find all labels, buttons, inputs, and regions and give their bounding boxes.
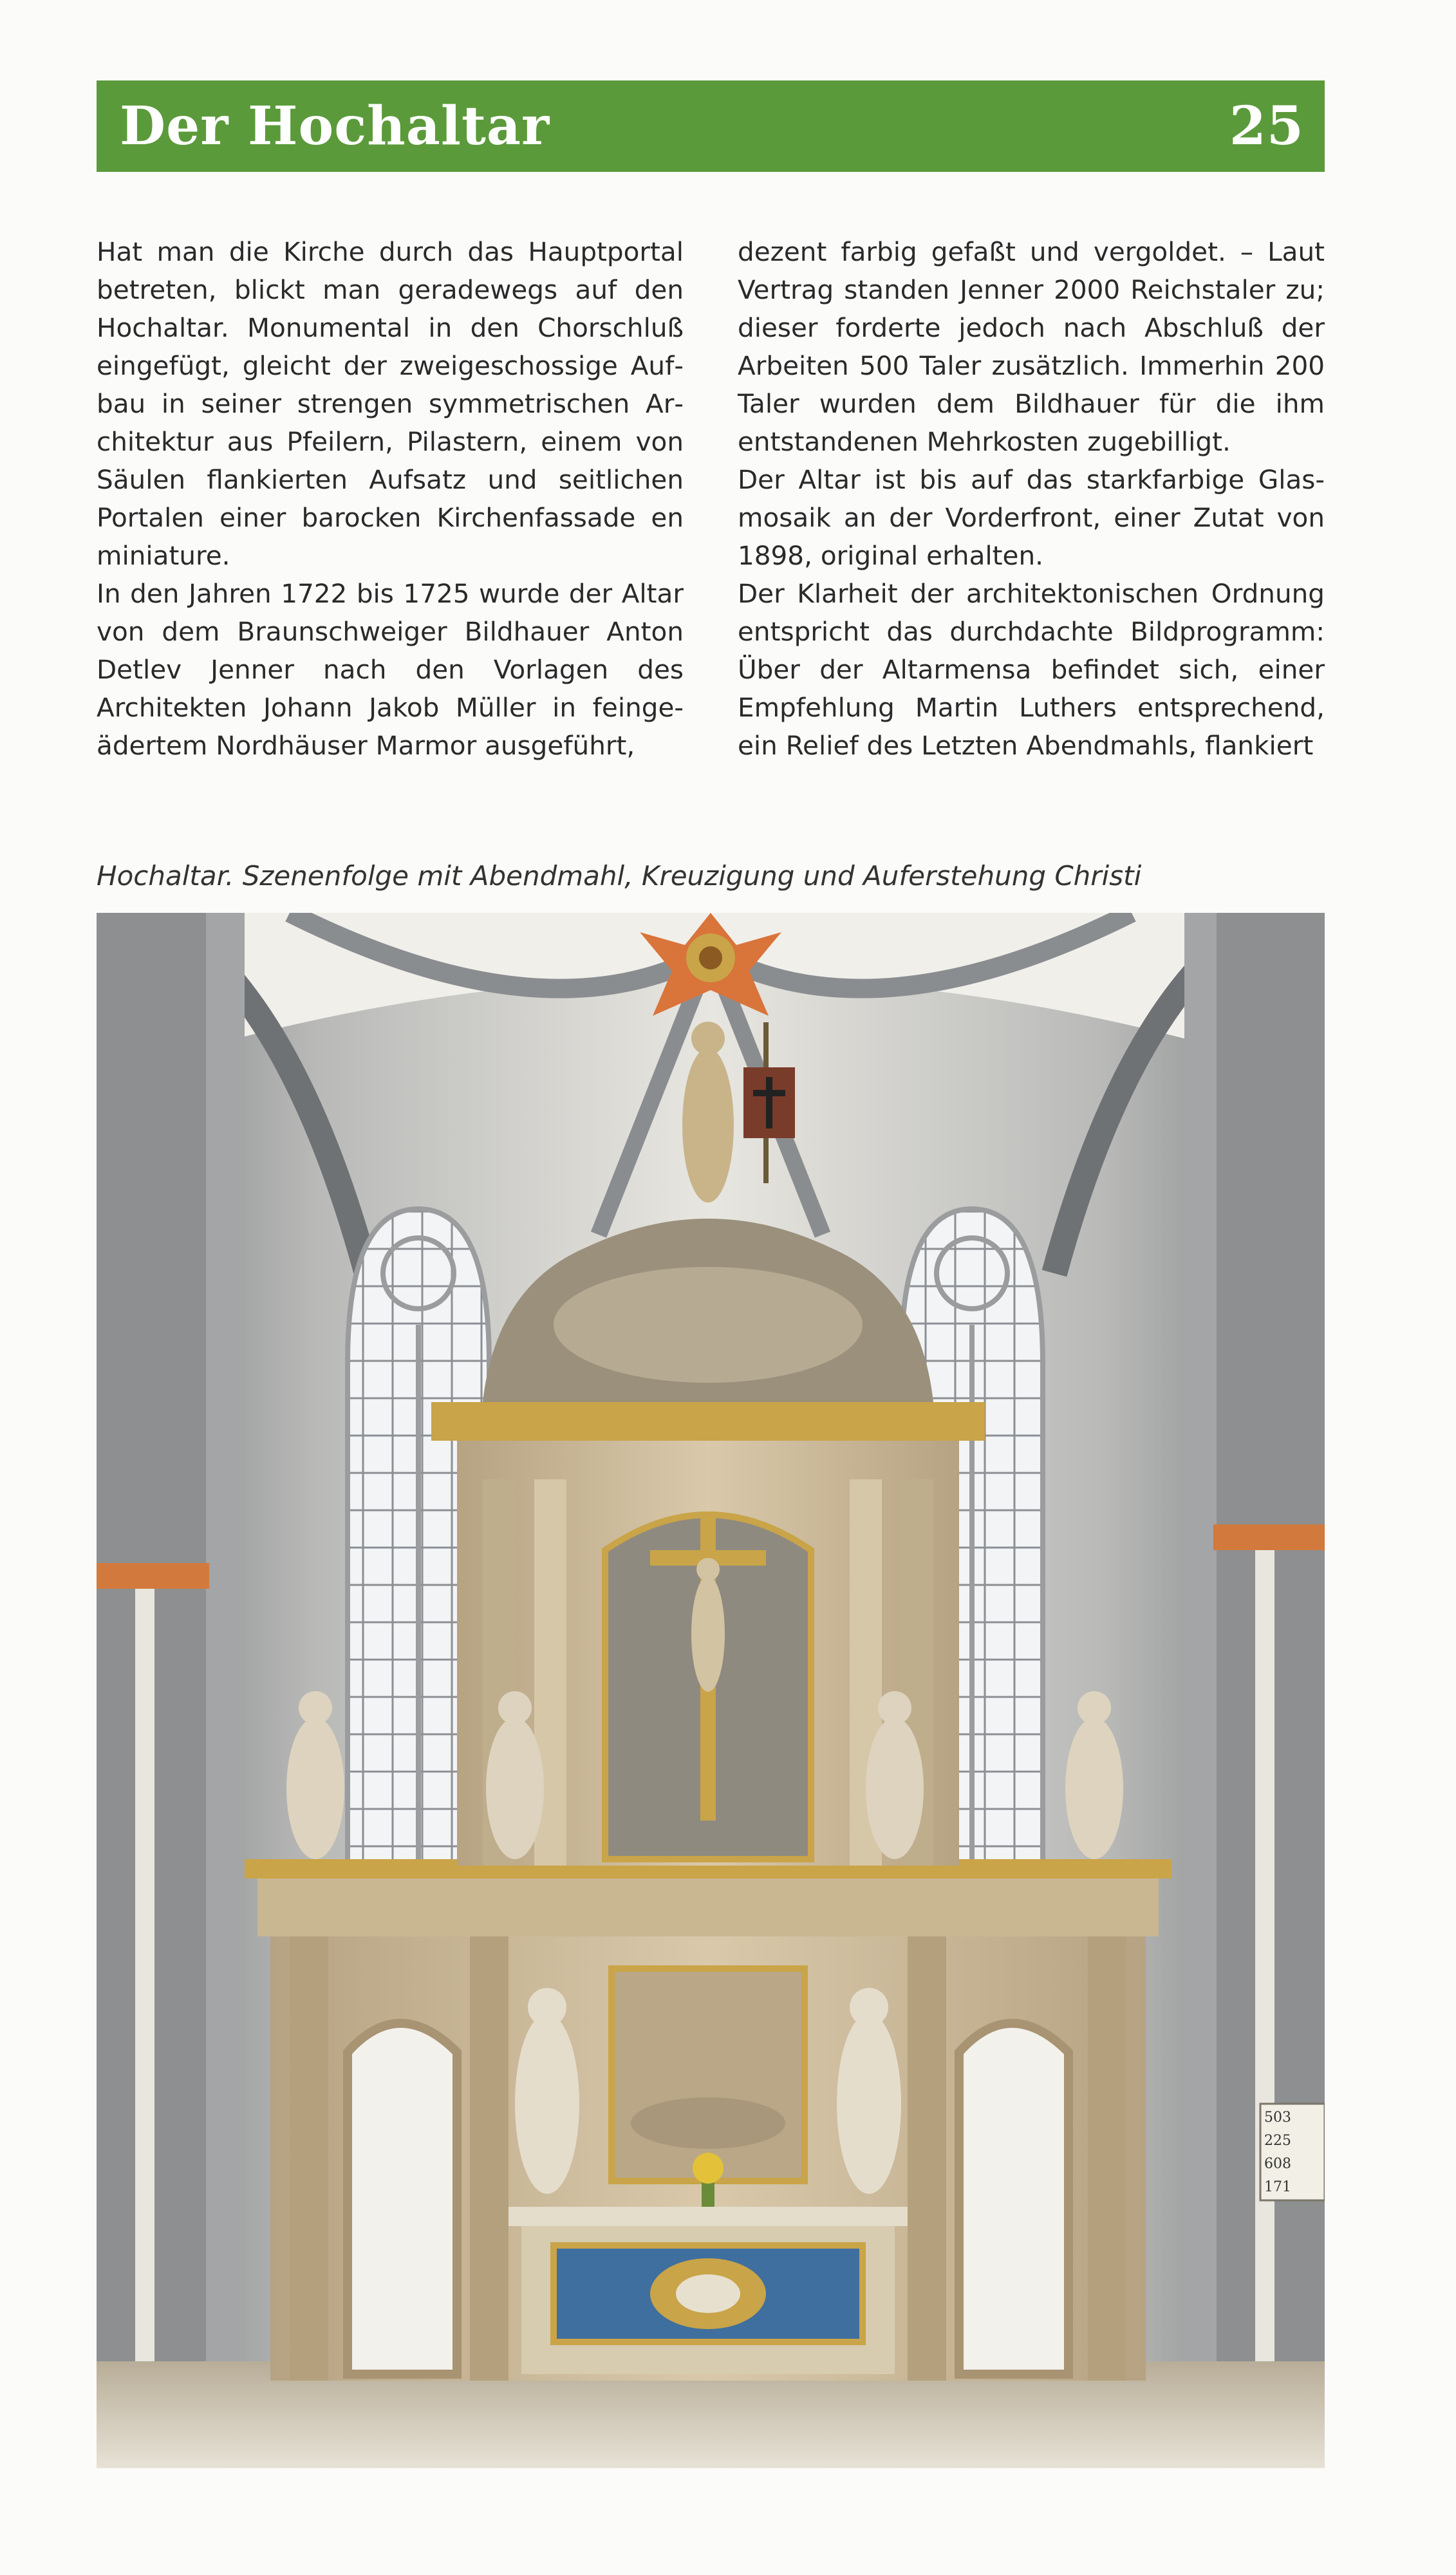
hymn-board [1260,2104,1325,2200]
altar-photo [97,913,1325,2468]
hymn-number: 225 [1264,2133,1291,2149]
left-column [97,233,684,780]
figure-caption: Hochaltar. Szenenfolge mit Abendmahl, Kreuzigung und Auferstehung Christi [97,860,1142,892]
paragraph: Der Klarheit der architektonischen Ordnung entspricht das durchdachte Bildprogramm: Über der Altarmensa befindet sich, einer Empfehlung Martin Luthers entsprechend, ein Relief des Letzten Abendmahls, flankiert [738,578,1325,761]
paragraph: In den Jahren 1722 bis 1725 wurde der Altar von dem Braunschweiger Bildhauer Anton Detlev Jenner nach den Vorlagen des Architekten Johann Jakob Müller in feingeädertem Nordhäuser Marmor ausgeführt, [97,578,684,761]
body-text [97,233,1325,780]
paragraph: Der Altar ist bis auf das starkfarbige Glasmosaik an der Vorderfront, einer Zutat von 1898, original erhalten. [738,464,1325,571]
chapter-header [97,80,1325,172]
hymn-number: 171 [1264,2179,1291,2195]
right-column [738,233,1325,780]
hymn-number: 608 [1264,2156,1291,2172]
chapter-title: Der Hochaltar [120,95,550,157]
altar-lower [245,1859,1171,2381]
page-number: 25 [1229,95,1304,157]
paragraph: Hat man die Kirche durch das Hauptportal betreten, blickt man geradewegs auf den Hochaltar. Monumental in den Chorschluß eingefügt, gleicht der zweigeschossige Aufbau in seiner strengen symmetrischen Architektur aus Pfeilern, Pilastern, einem von Säulen flankierten Aufsatz und seitlichen Portalen einer barocken Kirchenfassade en miniature. [97,236,684,571]
hymn-number: 503 [1264,2110,1291,2126]
paragraph: dezent farbig gefaßt und vergoldet. – Laut Vertrag standen Jenner 2000 Reichstaler zu; dieser forderte jedoch nach Abschluß der Arbeiten 500 Taler zusätzlich. Immerhin 200 Taler wurden dem Bildhauer für die ihm entstandenen Mehrkosten zugebilligt. [738,236,1325,457]
